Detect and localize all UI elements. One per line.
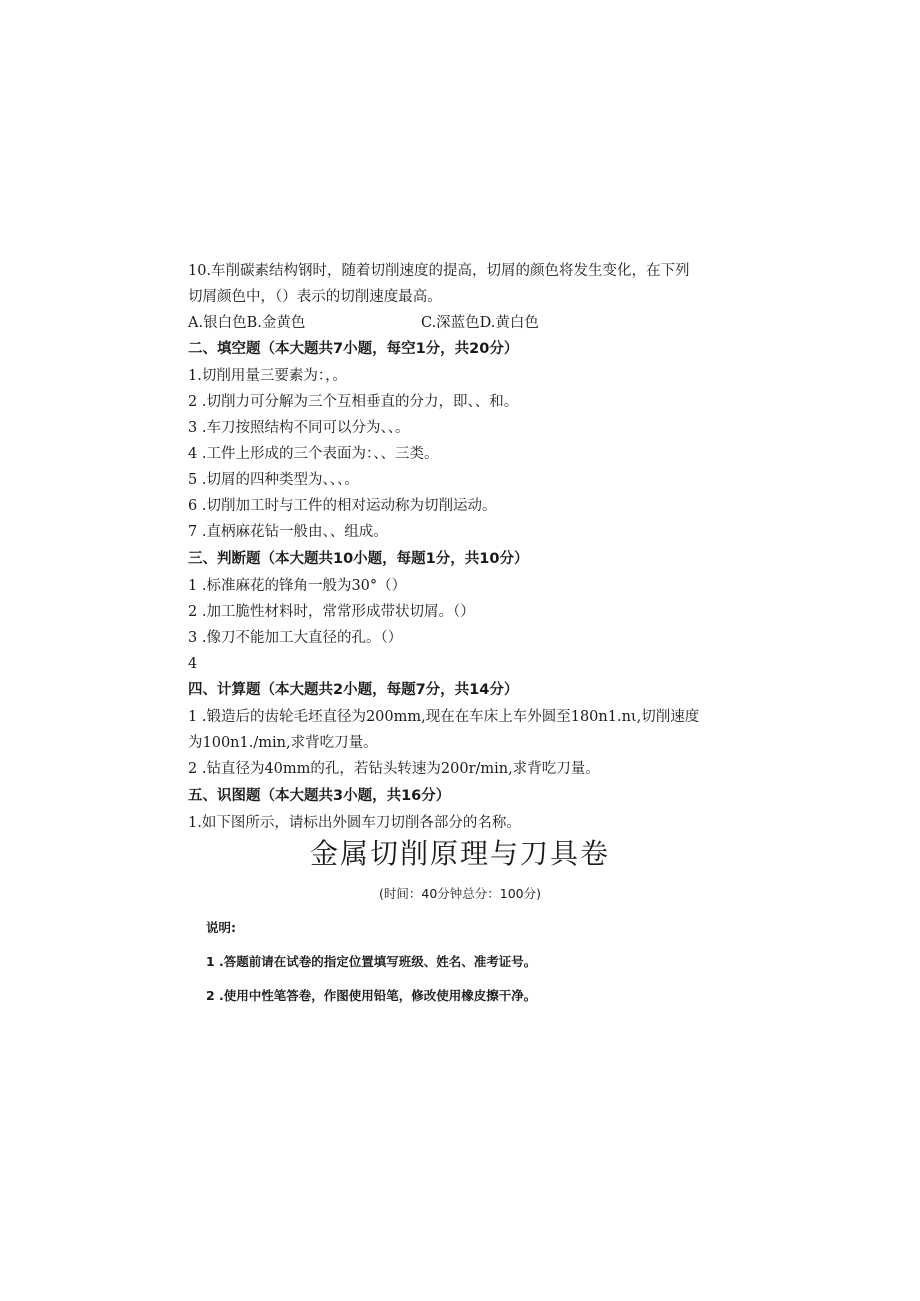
list-item: 1 .标准麻花的锋角一般为30°（） (188, 578, 407, 594)
question-text: 切屑颜色中，（）表示的切削速度最高。 (188, 289, 442, 305)
list-item: 2 .切削力可分解为三个互相垂直的分力，即、、和。 (188, 394, 519, 410)
list-item: 为100n1./min,求背吃刀量。 (188, 735, 378, 751)
section-heading-fill: 二、填空题（本大题共7小题，每空1分，共20分） (188, 341, 519, 357)
section-heading-judge: 三、判断题（本大题共10小题，每题1分，共10分） (188, 551, 529, 567)
list-item: 1.切削用量三要素为：，。 (188, 368, 347, 384)
list-item: 5 .切屑的四种类型为、、、。 (188, 472, 359, 488)
list-item: 2 .钻直径为40mm的孔，若钻头转速为200r/min,求背吃刀量。 (188, 761, 600, 777)
question-text: 10.车削碳素结构钢时，随着切削速度的提高，切屑的颜色将发生变化，在下列 (188, 263, 690, 279)
question-options (188, 313, 788, 333)
note-item: 1 .答题前请在试卷的指定位置填写班级、姓名、准考证号。 (206, 954, 537, 969)
list-item: 1 .锻造后的齿轮毛坯直径为200mm,现在在车床上车外圆至180n1.nι,切削速度 (188, 709, 700, 725)
exam-title: 金属切削原理与刀具卷 (309, 837, 610, 870)
list-item: 3 .车刀按照结构不同可以分为、、。 (188, 420, 410, 436)
section-heading-calc: 四、计算题（本大题共2小题，每题7分，共14分） (188, 682, 519, 698)
section-heading-draw: 五、识图题（本大题共3小题，共16分） (188, 788, 451, 804)
notes-label: 说明: (206, 920, 236, 935)
list-item: 4 (188, 656, 198, 672)
option-cd: C.深蓝色D.黄白色 (421, 315, 539, 331)
list-item: 3 .像刀不能加工大直径的孔。（） (188, 630, 403, 646)
list-item: 1.如下图所示，请标出外圆车刀切削各部分的名称。 (188, 815, 521, 831)
option-ab: A.银白色B.金黄色 (188, 315, 306, 331)
list-item: 4 .工件上形成的三个表面为：、、三类。 (188, 446, 439, 462)
note-item: 2 .使用中性笔答卷，作图使用铅笔，修改使用橡皮擦干净。 (206, 988, 537, 1003)
list-item: 2 .加工脆性材料时，常常形成带状切屑。（） (188, 604, 475, 620)
exam-subtitle: (时间：40分钟总分：100分) (378, 886, 542, 901)
list-item: 6 .切削加工时与工件的相对运动称为切削运动。 (188, 498, 497, 514)
list-item: 7 .直柄麻花钻一般由、、组成。 (188, 524, 388, 540)
